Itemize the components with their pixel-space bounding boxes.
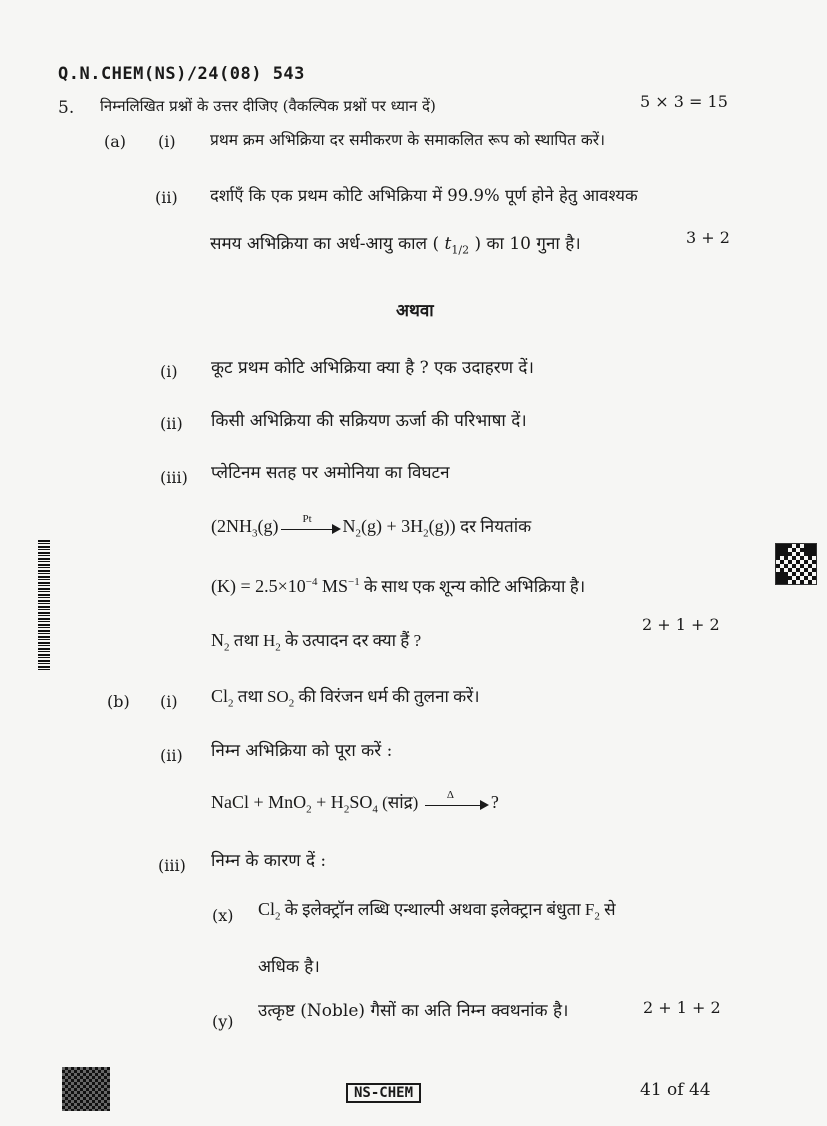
part-a-label: (a) xyxy=(104,132,127,151)
production-rate-question: $N_2$ तथा $H_2$ के उत्पादन दर क्या हैं ? xyxy=(211,630,422,654)
ammonia-equation: ($2NH_3(g)$ Pt $N_2(g) + 3H_2(g)$) दर नियतांक xyxy=(211,512,532,540)
rate-constant-line: $(K) = 2.5\times 10^{-4}$ $MS^{-1}$ के साथ एक शून्य कोटि अभिक्रिया है। xyxy=(211,576,586,596)
part-b-x-line1: $Cl_2$ के इलेक्ट्रॉन लब्धि एन्थाल्पी अथवा इलेक्ट्रान बंधुता $F_2$ से xyxy=(258,899,616,923)
footer-code: NS-CHEM xyxy=(346,1083,421,1103)
reaction-arrow: Pt xyxy=(281,522,341,534)
part-a-ii-label: (ii) xyxy=(155,188,178,207)
salt-reaction: NaCl + $MnO_2 + H_2SO_4$ (सांद्र) Δ ? xyxy=(211,788,499,816)
part-a-ii-line1: दर्शाएँ कि एक प्रथम कोटि अभिक्रिया में 99.9% पूर्ण होने हेतु आवश्यक xyxy=(210,186,638,205)
or-label: अथवा xyxy=(396,301,434,321)
part-b-y-label: (y) xyxy=(212,1012,234,1031)
part-b-iii-label: (iii) xyxy=(158,856,186,875)
alt-marks: 2 + 1 + 2 xyxy=(642,615,720,634)
alt-ii-text: किसी अभिक्रिया की सक्रियण ऊर्जा की परिभाषा दें। xyxy=(211,411,527,431)
alt-iii-text: प्लेटिनम सतह पर अमोनिया का विघटन xyxy=(211,463,450,483)
part-a-marks: 3 + 2 xyxy=(686,228,730,247)
part-a-ii-line2: समय अभिक्रिया का अर्ध-आयु काल ( $t_{1/2}$ ) का 10 गुना है। xyxy=(210,234,581,257)
part-a-i-label: (i) xyxy=(158,132,176,151)
part-b-label: (b) xyxy=(107,692,130,711)
alt-ii-label: (ii) xyxy=(160,414,183,433)
page-number: 41 of 44 xyxy=(640,1080,711,1100)
part-b-y-text: उत्कृष्ट (Noble) गैसों का अति निम्न क्वथनांक है। xyxy=(258,1001,569,1021)
part-a-i-text: प्रथम क्रम अभिक्रिया दर समीकरण के समाकलित रूप को स्थापित करें। xyxy=(210,131,605,149)
part-b-marks: 2 + 1 + 2 xyxy=(643,998,721,1017)
alt-i-text: कूट प्रथम कोटि अभिक्रिया क्या है ? एक उदाहरण दें। xyxy=(211,358,534,378)
part-b-ii-text: निम्न अभिक्रिया को पूरा करें : xyxy=(211,741,393,761)
part-b-i-text: $Cl_2$ तथा $SO_2$ की विरंजन धर्म की तुलना करें। xyxy=(211,686,480,710)
barcode-graphic xyxy=(38,540,50,672)
alt-iii-label: (iii) xyxy=(160,468,188,487)
part-b-x-line2: अधिक है। xyxy=(258,957,320,977)
paper-code: Q.N.CHEM(NS)/24(08) 543 xyxy=(58,64,305,84)
part-b-ii-label: (ii) xyxy=(160,746,183,765)
question-marks: 5 × 3 = 15 xyxy=(640,92,728,111)
corner-code-graphic xyxy=(62,1067,110,1111)
qr-code-icon xyxy=(775,543,817,585)
part-b-x-label: (x) xyxy=(212,906,234,925)
heat-arrow: Δ xyxy=(425,798,489,810)
part-b-i-label: (i) xyxy=(160,692,178,711)
question-number: 5. xyxy=(58,98,75,118)
question-instruction: निम्नलिखित प्रश्नों के उत्तर दीजिए (वैकल्पिक प्रश्नों पर ध्यान दें) xyxy=(100,97,436,115)
part-b-iii-text: निम्न के कारण दें : xyxy=(211,851,327,871)
alt-i-label: (i) xyxy=(160,362,178,381)
